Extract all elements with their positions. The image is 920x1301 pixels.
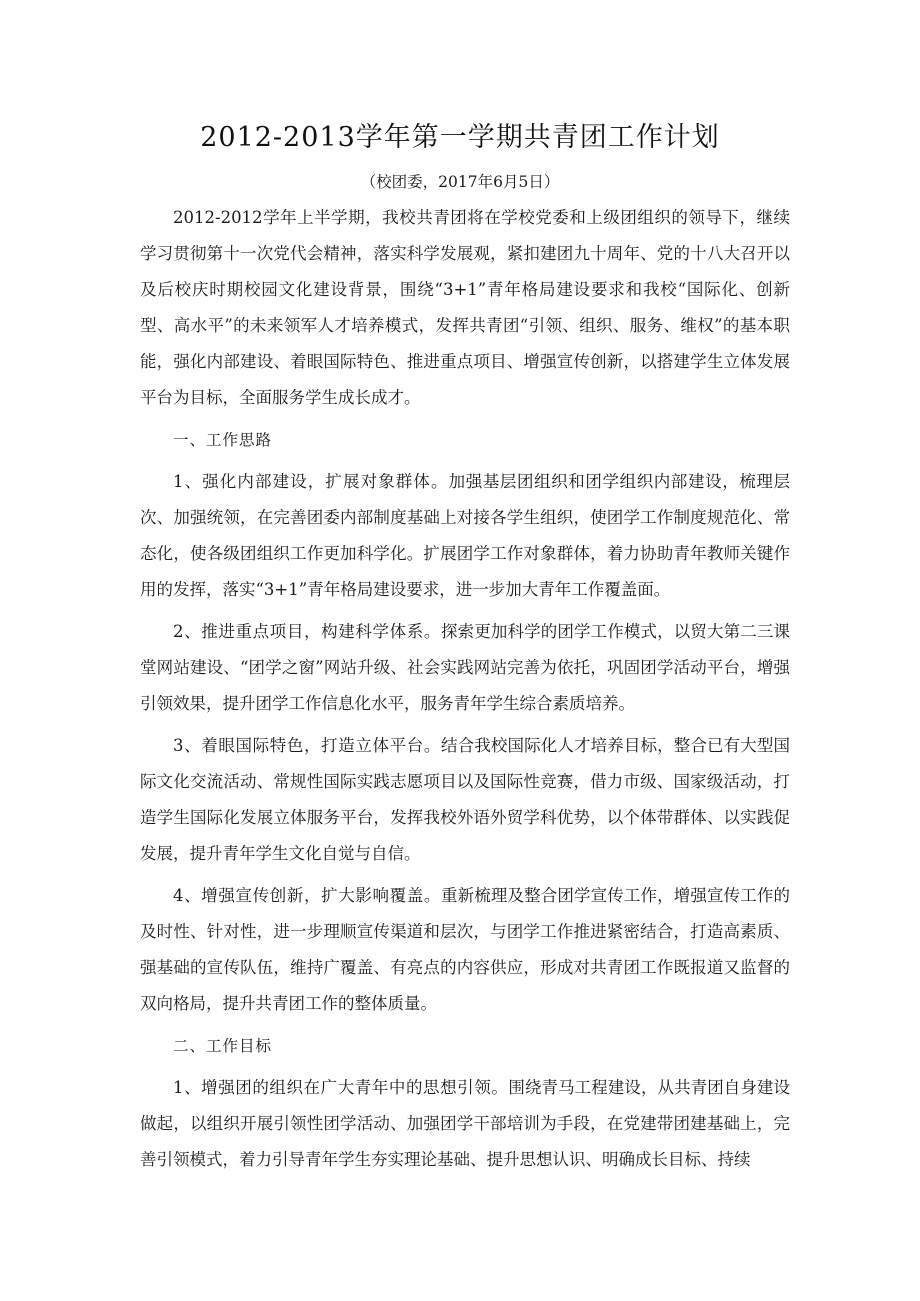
approach-item-4	[140, 878, 790, 1022]
goals-item-1-lead: 1、增强团的组织在广大青年中的思想引领。	[173, 1078, 509, 1097]
intro-paragraph: 2012-2012学年上半学期，我校共青团将在学校党委和上级团组织的领导下，继续学习贯彻第十一次党代会精神，落实科学发展观，紧扣建团九十周年、党的十八大召开以及后校庆时期校园文化建设背景，围绕“3+1”青年格局建设要求和我校“国际化、创新型、高水平”的未来领军人才培养模式，发挥共青团“引领、组织、服务、维权”的基本职能，强化内部建设、着眼国际特色、推进重点项目、增强宣传创新，以搭建学生立体发展平台为目标，全面服务学生成长成才。	[140, 208, 790, 407]
goals-item-1-text: 围绕青马工程建设，从共青团自身建设做起，以组织开展引领性团学活动、加强团学干部培训为手段，在党建带团建基础上，完善引领模式，着力引导青年学生夯实理论基础、提升思想认识、明确成长目标、持续	[140, 1078, 791, 1169]
approach-item-2	[140, 614, 790, 722]
approach-item-1-lead: 1、强化内部建设，扩展对象群体。	[173, 472, 449, 491]
goals-item-1	[140, 1070, 790, 1178]
approach-item-2-lead: 2、推进重点项目，构建科学体系。	[173, 622, 441, 641]
approach-item-4-lead: 4、增强宣传创新，扩大影响覆盖。	[173, 886, 441, 905]
approach-item-1	[140, 464, 790, 608]
approach-item-4-text: 重新梳理及整合团学宣传工作，增强宣传工作的及时性、针对性，进一步理顺宣传渠道和层次，与团学工作推进紧密结合，打造高素质、强基础的宣传队伍，维持广覆盖、有亮点的内容供应，形成对共青团工作既报道又监督的双向格局，提升共青团工作的整体质量。	[140, 886, 790, 1013]
approach-item-3-lead: 3、着眼国际特色，打造立体平台。	[173, 736, 441, 755]
document-body	[140, 200, 790, 1178]
approach-item-1-text: 加强基层团组织和团学组织内部建设，梳理层次、加强统领，在完善团委内部制度基础上对接各学生组织，使团学工作制度规范化、常态化，使各级团组织工作更加科学化。扩展团学工作对象群体，着力协助青年教师关键作用的发挥，落实“3+1”青年格局建设要求，进一步加大青年工作覆盖面。	[140, 472, 791, 599]
approach-item-3-text: 结合我校国际化人才培养目标，整合已有大型国际文化交流活动、常规性国际实践志愿项目以及国际性竞赛，借力市级、国家级活动，打造学生国际化发展立体服务平台，发挥我校外语外贸学科优势，以个体带群体、以实践促发展，提升青年学生文化自觉与自信。	[140, 736, 790, 863]
section-heading-approach: 一、工作思路	[173, 431, 273, 449]
section-heading-goals: 二、工作目标	[173, 1037, 273, 1055]
approach-item-3	[140, 728, 790, 872]
approach-item-2-text: 探索更加科学的团学工作模式，以贸大第二三课堂网站建设、“团学之窗”网站升级、社会实践网站完善为依托，巩固团学活动平台，增强引领效果，提升团学工作信息化水平，服务青年学生综合素质培养。	[140, 622, 790, 713]
document-subtitle: （校团委，2017年6月5日）	[360, 173, 560, 191]
document-title: 2012-2013学年第一学期共青团工作计划	[200, 122, 720, 153]
